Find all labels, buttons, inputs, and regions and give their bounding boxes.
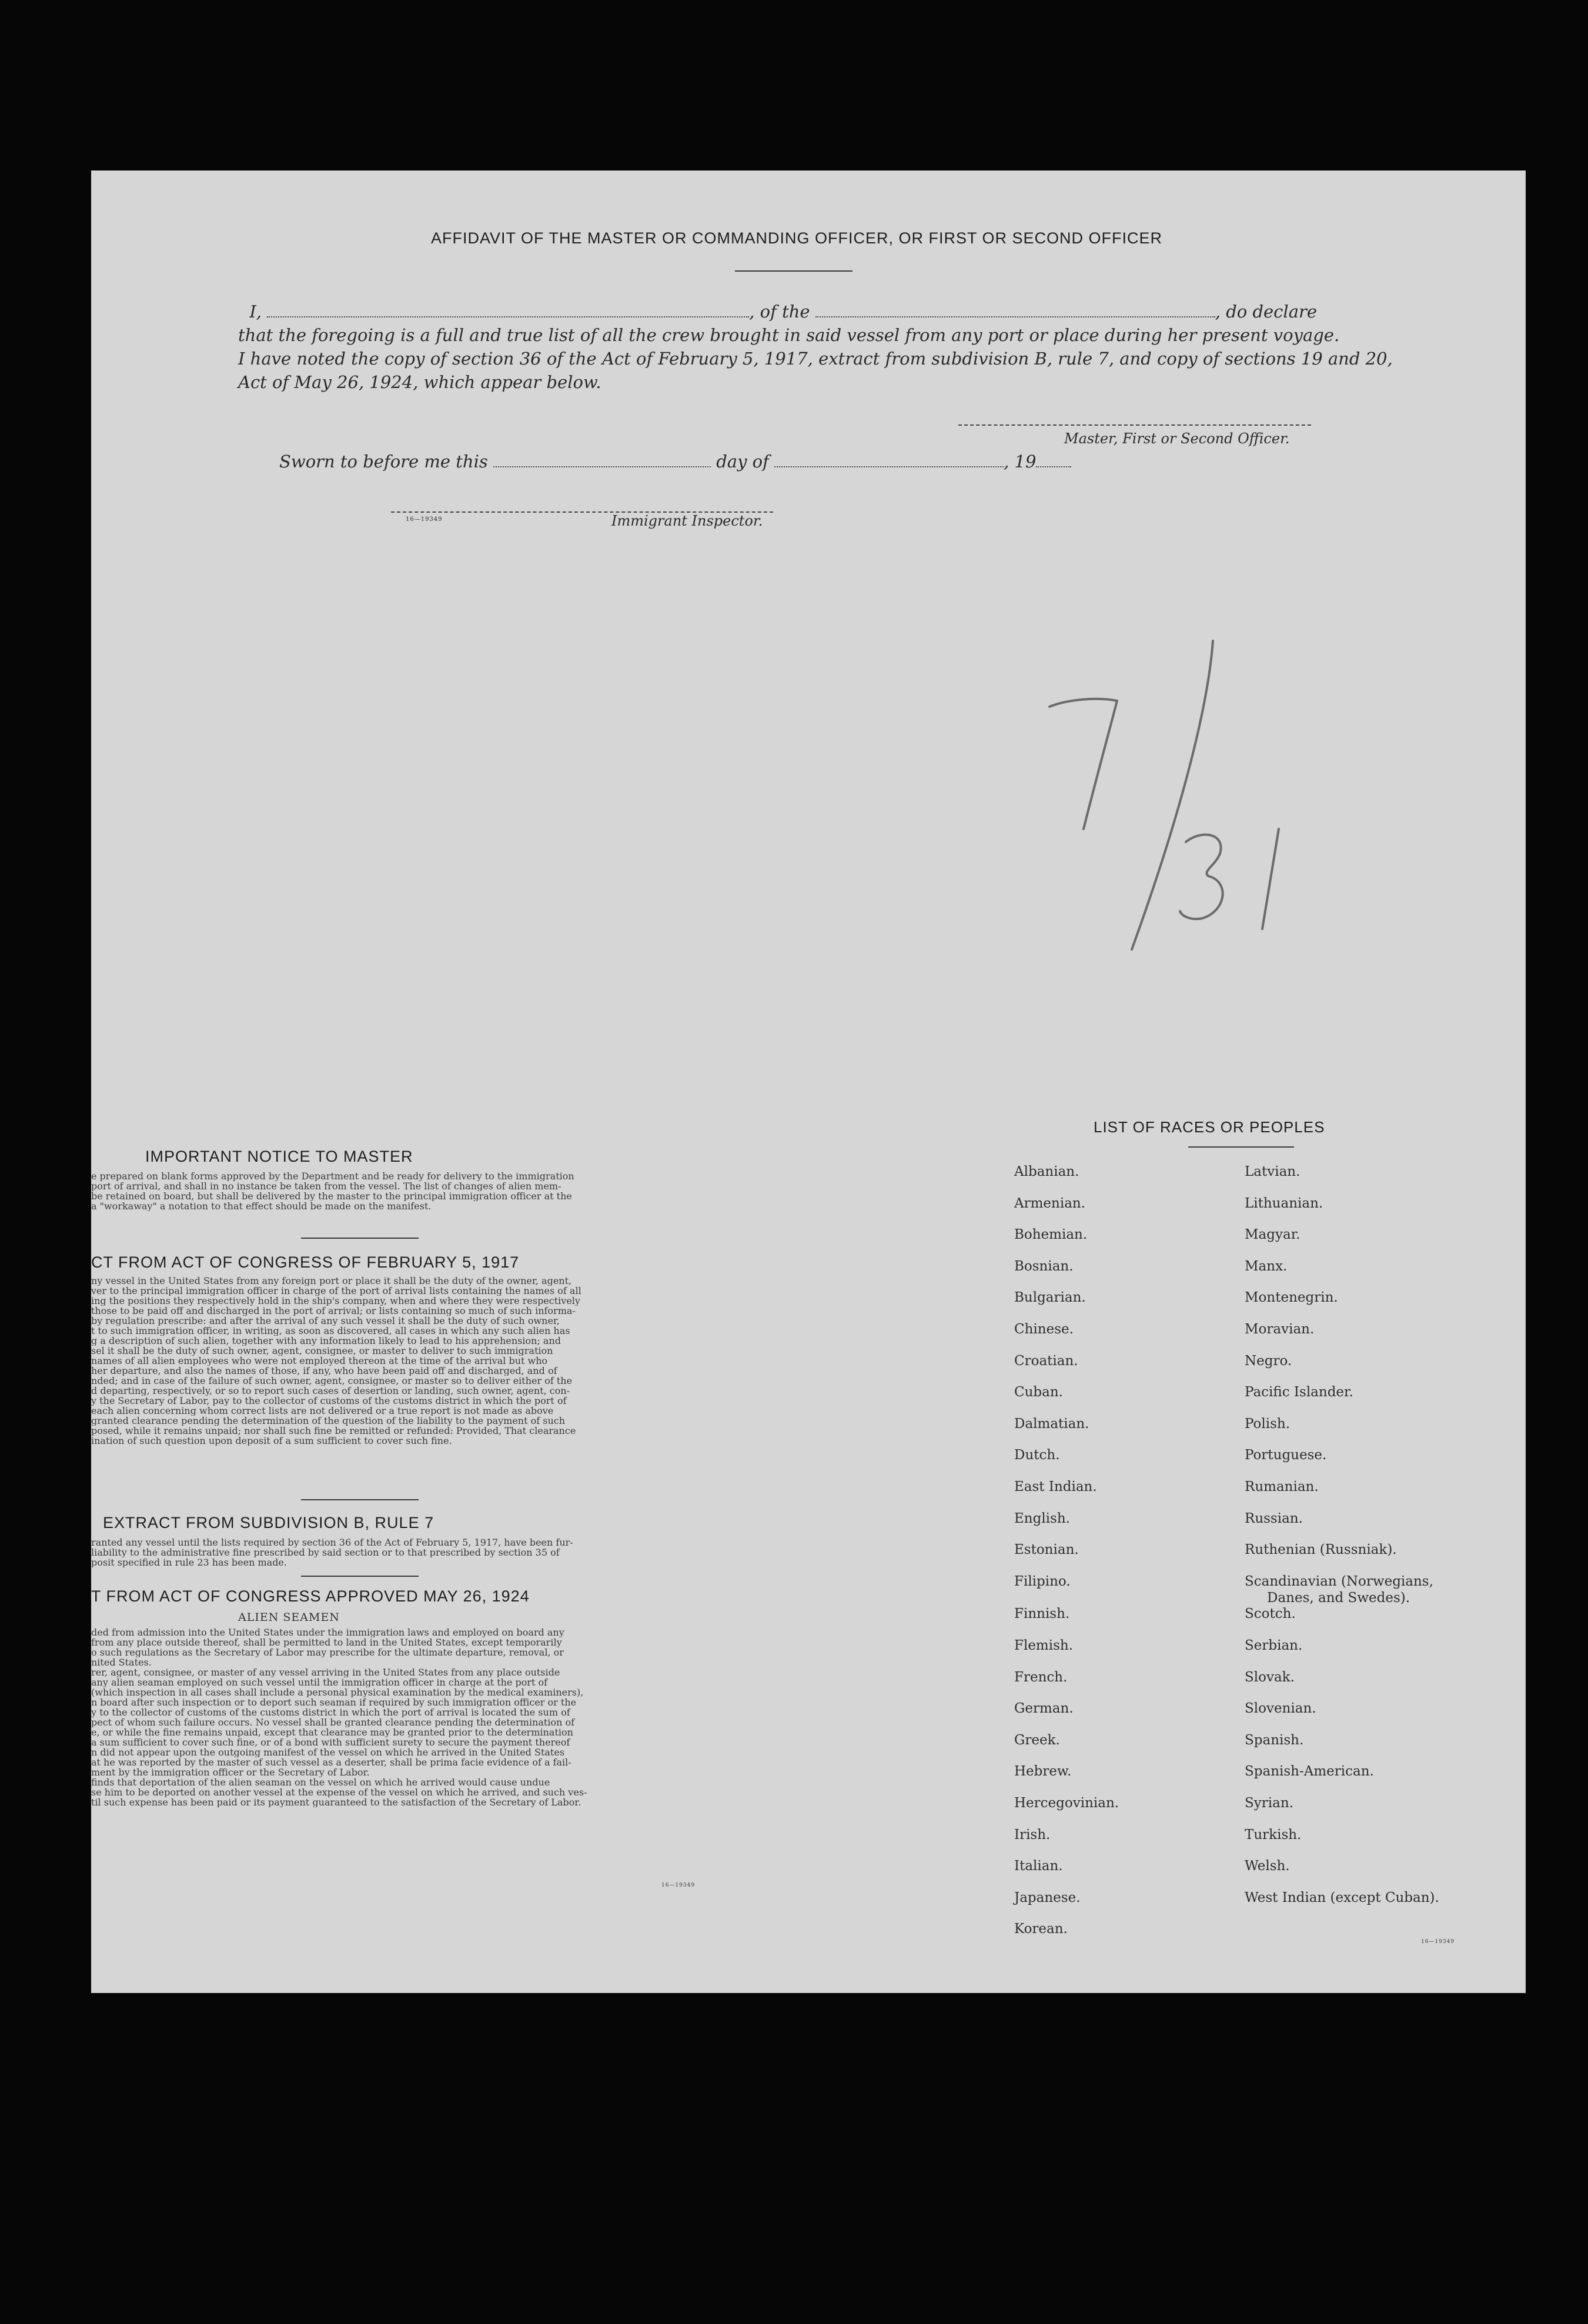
race-item: Slovenian. [1245,1701,1316,1717]
act-1917-line: y the Secretary of Labor, pay to the collector of customs of the customs district in which the port of [91,1396,567,1406]
act-1924-line: ment by the immigration officer or the Secretary of Labor. [91,1767,370,1777]
race-item: French. [1014,1669,1068,1685]
rule-7-line: posit specified in rule 23 has been made. [91,1557,287,1567]
rule-7-body [91,1537,738,1567]
act-1924-line: any alien seaman employed on such vessel until the immigration officer in charge at the port of [91,1677,548,1687]
race-item: Armenian. [1014,1195,1086,1211]
race-item: West Indian (except Cuban). [1245,1890,1439,1905]
act-1924-line: finds that deportation of the alien seaman on the vessel on which he arrived would cause undue [91,1777,550,1787]
race-item: Korean. [1014,1921,1068,1937]
rule-7-heading: EXTRACT FROM SUBDIVISION B, RULE 7 [103,1514,434,1532]
race-item: Hebrew. [1014,1764,1072,1780]
act-1917-line: ing the positions they respectively hold in the ship's company, when and where they were respectively [91,1296,580,1306]
race-item: Filipino. [1014,1573,1071,1589]
act-1924-line: a sum sufficient to cover such fine, or of a bond with sufficient surety to secure the payment thereof [91,1737,570,1747]
sworn-day-blank[interactable] [493,454,711,467]
title-rule [735,270,852,272]
notice-line: be retained on board, but shall be delivered by the master to the principal immigration officer at the [91,1191,572,1201]
race-item: Chinese. [1014,1322,1074,1337]
race-item: Turkish. [1245,1827,1302,1843]
sworn-line [279,452,1071,472]
notice-line: a "workaway" a notation to that effect should be made on the manifest. [91,1201,432,1211]
sworn-year-blank[interactable] [1036,454,1071,467]
race-item: Irish. [1014,1827,1051,1843]
race-item: Montenegrin. [1245,1290,1338,1306]
alien-seamen-subheading: ALIEN SEAMEN [238,1611,340,1624]
inspector-caption: Immigrant Inspector. [611,513,763,529]
sworn-label: Sworn to before me this [279,452,488,472]
notice-rule [301,1238,419,1239]
vessel-blank[interactable] [815,305,1215,317]
sworn-month-blank[interactable] [774,454,1004,467]
notice-line: port of arrival, and shall in no instance be taken from the vessel. The list of changes of alien mem- [91,1181,561,1191]
race-item: Greek. [1014,1732,1060,1748]
race-item: Albanian. [1014,1164,1079,1179]
race-item: Japanese. [1014,1890,1081,1905]
race-item: Danes, and Swedes). [1267,1590,1410,1606]
name-blank[interactable] [267,305,749,317]
affidavit-of-the: , of the [749,302,810,322]
affidavit-i: I, [249,302,262,322]
act-1917-line: ination of such question upon deposit of a sum sufficient to cover such fine. [91,1436,452,1446]
race-item: Serbian. [1245,1638,1303,1653]
race-item: Croatian. [1014,1353,1078,1369]
race-item: Pacific Islander. [1245,1385,1353,1400]
year-label: , 19 [1004,452,1037,472]
race-item: Lithuanian. [1245,1195,1323,1211]
race-item: German. [1014,1701,1074,1717]
race-item: Estonian. [1014,1542,1079,1558]
race-item: Negro. [1245,1353,1292,1369]
race-item: Dalmatian. [1014,1416,1089,1432]
races-rule [1188,1146,1294,1148]
act-1917-line: those to be paid off and discharged in the port of arrival; or lists containing so much of such informa- [91,1306,576,1316]
race-item: Scandinavian (Norwegians, [1245,1573,1433,1589]
act-1917-line: nded; and in case of the failure of such owner, agent, consignee, or master so to deliver either of the [91,1376,573,1386]
notice-heading: IMPORTANT NOTICE TO MASTER [145,1148,413,1165]
act-1924-line: o such regulations as the Secretary of Labor may prescribe for the ultimate departure, removal, or [91,1647,564,1657]
act-1917-heading: CT FROM ACT OF CONGRESS OF FEBRUARY 5, 1917 [91,1253,520,1271]
race-item: Bulgarian. [1014,1290,1086,1306]
rule-7-rule [301,1576,419,1577]
act-1917-line: names of all alien employees who were not employed thereon at the time of the arrival but who [91,1356,548,1366]
race-item: Manx. [1245,1258,1288,1274]
act-1924-line: n board after such inspection or to deport such seaman if required by such immigration officer or the [91,1697,577,1707]
race-item: Welsh. [1245,1858,1290,1874]
races-heading: LIST OF RACES OR PEOPLES [1094,1118,1325,1136]
act-1917-line: g a description of such alien, together with any information likely to lead to his apprehension; and [91,1336,561,1346]
master-signature-line[interactable] [958,424,1311,426]
document-page [91,170,1526,1993]
race-item: Russian. [1245,1510,1303,1526]
race-item: Cuban. [1014,1385,1063,1400]
race-item: Moravian. [1245,1322,1315,1337]
race-item: Bohemian. [1014,1227,1088,1243]
affidavit-title: AFFIDAVIT OF THE MASTER OR COMMANDING OFFICER, OR FIRST OR SECOND OFFICER [430,229,1163,247]
race-item: Latvian. [1245,1164,1301,1179]
race-item: Magyar. [1245,1227,1301,1243]
act-1924-line: y to the collector of customs of the customs district in which the port of arrival is located the sum of [91,1707,570,1717]
race-item: Italian. [1014,1858,1063,1874]
race-item: Polish. [1245,1416,1291,1432]
race-item: Hercegovinian. [1014,1795,1119,1811]
act-1917-line: each alien concerning whom correct lists are not delivered or a true report is not made as above [91,1406,554,1416]
act-1924-line: e, or while the fine remains unpaid, except that clearance may be granted prior to the determination [91,1727,573,1737]
form-code-left: 16—19349 [661,1882,696,1888]
act-1924-line: nited States. [91,1657,152,1667]
race-item: Spanish-American. [1245,1764,1374,1780]
act-1924-line: ded from admission into the United States under the immigration laws and employed on board any [91,1627,564,1637]
act-1924-line: n did not appear upon the outgoing manifest of the vessel on which he arrived in the United States [91,1747,565,1757]
race-item: East Indian. [1014,1479,1097,1494]
act-1924-line: til such expense has been paid or its payment guaranteed to the satisfaction of the Secretary of Labor. [91,1797,581,1807]
act-1917-rule [301,1499,419,1500]
act-1917-line: ny vessel in the United States from any foreign port or place it shall be the duty of the owner, agent, [91,1276,572,1286]
act-1917-line: by regulation prescribe: and after the arrival of any such vessel it shall be the duty of such owner, [91,1316,560,1326]
race-item: Portuguese. [1245,1447,1327,1463]
affidavit-line4: Act of May 26, 1924, which appear below. [238,372,601,392]
race-item: Slovak. [1245,1669,1295,1685]
act-1924-line: (which inspection in all cases shall include a personal physical examination by the medical examiners), [91,1687,584,1697]
act-1924-line: rer, agent, consignee, or master of any vessel arriving in the United States from any place outside [91,1667,560,1677]
race-item: English. [1014,1510,1070,1526]
rule-7-line: liability to the administrative fine prescribed by said section or to that prescribed by section 35 of [91,1547,560,1557]
act-1924-heading: T FROM ACT OF CONGRESS APPROVED MAY 26, 1924 [91,1587,530,1605]
race-item: Dutch. [1014,1447,1060,1463]
master-signature-caption: Master, First or Second Officer. [1064,430,1290,447]
race-item: Syrian. [1245,1795,1293,1811]
act-1917-body [91,1276,738,1446]
act-1917-line: sel it shall be the duty of such owner, agent, consignee, or master to deliver to such immigration [91,1346,553,1356]
notice-line: e prepared on blank forms approved by the Department and be ready for delivery to the immigration [91,1171,574,1181]
affidavit-text [238,300,1393,394]
affidavit-declare: , do declare [1215,302,1318,322]
act-1917-line: t to such immigration officer, in writing, as soon as discovered, all cases in which any such alien has [91,1326,570,1336]
affidavit-line3: I have noted the copy of section 36 of the Act of February 5, 1917, extract from subdivision B, rule 7, and copy of sections 19 and 20, [238,349,1393,369]
race-item: Scotch. [1245,1606,1296,1622]
act-1917-line: granted clearance pending the determination of the question of the liability to the payment of such [91,1416,566,1426]
handwritten-date [1032,635,1302,964]
race-item: Rumanian. [1245,1479,1319,1494]
rule-7-line: ranted any vessel until the lists required by section 36 of the Act of February 5, 1917, have been fur- [91,1537,573,1547]
race-item: Bosnian. [1014,1258,1074,1274]
act-1924-line: pect of whom such failure occurs. No vessel shall be granted clearance pending the determination of [91,1717,575,1727]
act-1917-line: her departure, and also the names of those, if any, who have been paid off and discharged, and of [91,1366,557,1376]
form-code-top: 16—19349 [406,516,443,523]
act-1924-line: se him to be deported on another vessel at the expense of the vessel on which he arrived, and such ves- [91,1787,587,1797]
race-item: Finnish. [1014,1606,1070,1622]
act-1917-line: d departing, respectively, or so to report such cases of desertion or landing, such owner, agent, con- [91,1386,570,1396]
form-code-right: 16—19349 [1421,1939,1455,1945]
race-item: Ruthenian (Russniak). [1245,1542,1397,1558]
race-item: Spanish. [1245,1732,1304,1748]
affidavit-line2: that the foregoing is a full and true list of all the crew brought in said vessel from any port or place during her present voyage. [238,325,1340,345]
act-1924-body [91,1627,738,1807]
act-1924-line: at he was reported by the master of such vessel as a deserter, shall be prima facie evidence of a fail- [91,1757,571,1767]
race-item: Flemish. [1014,1638,1074,1653]
act-1924-line: from any place outside thereof, shall be permitted to land in the United States, except temporarily [91,1637,562,1647]
act-1917-line: posed, while it remains unpaid; nor shall such fine be remitted or refunded: Provided, That clearance [91,1426,576,1436]
day-of-label: day of [716,452,769,472]
notice-body [91,1171,738,1211]
act-1917-line: ver to the principal immigration officer in charge of the port of arrival lists containing the names of all [91,1286,581,1296]
